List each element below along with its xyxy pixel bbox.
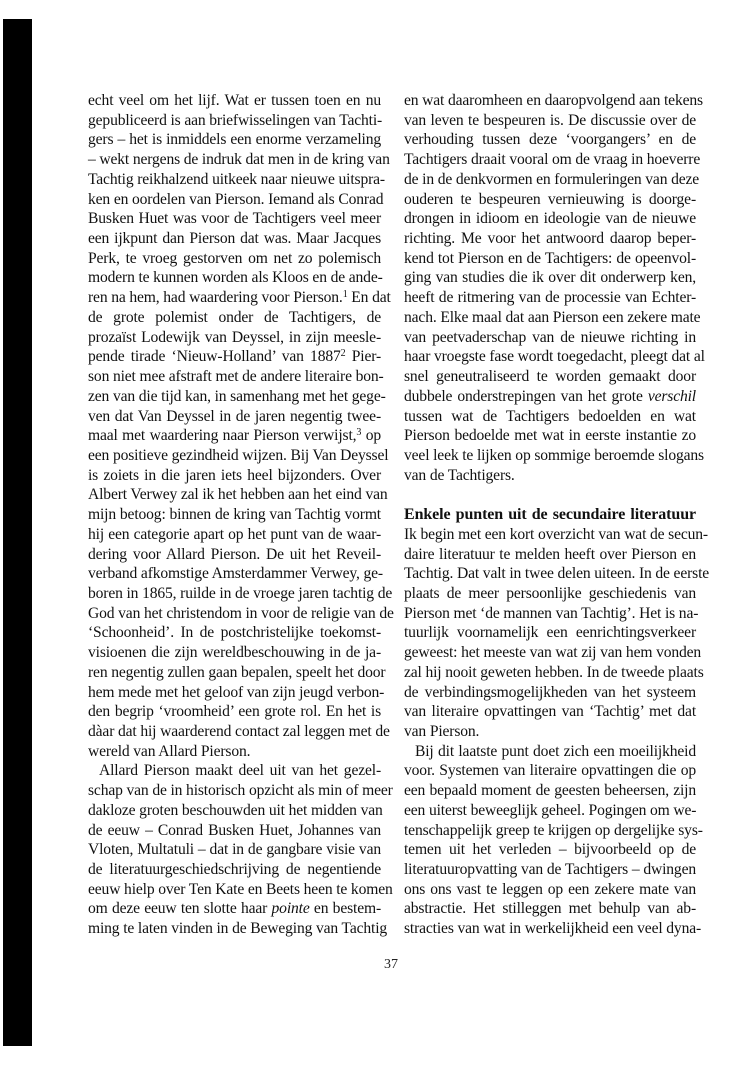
paragraph-final-line: van de Tachtigers. <box>404 466 515 484</box>
text-line: tenschappelijk greep te krijgen op dergelijke sys- <box>404 821 703 839</box>
text-line: Vloten, Multatuli – dat in de gangbare visie van <box>88 841 381 859</box>
text-span: ren na hem, had waardering voor Pierson. <box>88 289 343 307</box>
text-line: een bepaald moment de geesten beheersen, zijn <box>404 782 696 800</box>
text-line: stracties van wat in werkelijkheid een veel dyna- <box>404 920 702 938</box>
text-line: de eeuw – Conrad Busken Huet, Johannes van <box>88 821 381 839</box>
text-line: hem mede met het geloof van zijn jeugd verbon- <box>88 683 385 701</box>
text-line: abstractie. Het stilleggen met behulp van ab- <box>404 900 696 918</box>
text-line: snel geneutraliseerd te worden gemaakt door <box>404 368 696 386</box>
text-line: prozaïst Lodewijk van Deyssel, in zijn meesle- <box>88 328 381 346</box>
text-line: ren negentig zullen gaan bepalen, speelt het door <box>88 663 386 681</box>
text-line: visioenen die zijn wereldbeschouwing in de ja- <box>88 644 381 662</box>
page-number: 37 <box>384 957 398 972</box>
text-line: is zoiets in die jaren iets heel bijzonders. Over <box>88 466 381 484</box>
text-line: de verbindingsmogelijkheden van het systeem <box>404 683 696 701</box>
text-line: ouderen te bespeuren vernieuwing is doorge- <box>404 190 696 208</box>
text-span: en bestem- <box>309 900 381 918</box>
text-line: son niet mee afstraft met de andere literaire bon- <box>88 368 384 386</box>
text-line <box>88 288 391 308</box>
text-line: schap van de in historisch opzicht als min of meer <box>88 782 393 800</box>
text-line: modern te kunnen worden als Kloos en de ande- <box>88 269 383 287</box>
text-line: Tachtig. Dat valt in twee delen uiteen. In de eerste <box>404 565 710 583</box>
text-line: Ik begin met een kort overzicht van wat de secun- <box>404 525 708 543</box>
italic-term: pointe <box>271 900 310 918</box>
text-line <box>88 899 381 919</box>
left-column <box>88 91 394 939</box>
text-line <box>88 426 381 446</box>
footnote-ref-1[interactable]: 1 <box>342 289 348 301</box>
text-line: – wekt nergens de indruk dat men in de kring van <box>88 151 390 169</box>
text-line: de in de denkvormen en formuleringen van deze <box>404 170 700 188</box>
text-span: En dat <box>347 289 391 307</box>
text-span: op <box>361 427 381 445</box>
text-line: zal hij nooit geweten hebben. In de tweede plaats <box>404 663 704 681</box>
text-span: om deze eeuw ten slotte haar <box>88 900 272 918</box>
text-line: verband afkomstige Amsterdammer Verwey, ge- <box>88 565 383 583</box>
text-line: Pierson bedoelde met wat in eerste instantie zo <box>404 427 696 445</box>
text-line: literatuuropvatting van de Tachtigers – dwingen <box>404 861 696 879</box>
text-line: van leven te bespeuren is. De discussie over de <box>404 111 696 129</box>
text-span: Pier- <box>345 348 381 366</box>
section-spacer <box>404 485 696 505</box>
paragraph-final-line: van Pierson. <box>404 723 480 740</box>
section-heading: Enkele punten uit de secundaire literatuur <box>404 506 696 524</box>
text-line: drongen in idioom en ideologie van de nieuwe <box>404 210 696 228</box>
text-line: Albert Verwey zal ik het hebben aan het eind van <box>88 486 388 504</box>
text-line <box>404 387 696 407</box>
text-line: dàar dat hij waarderend contact zal leggen met de <box>88 723 390 740</box>
text-line: plaats de meer persoonlijke geschiedenis van <box>404 584 696 602</box>
paragraph-final-line: wereld van Allard Pierson. <box>88 742 251 760</box>
text-line: en wat daaromheen en daaropvolgend aan tekens <box>404 92 703 109</box>
paragraph-first-line: Allard Pierson maakt deel uit van het gezel- <box>99 762 381 780</box>
text-line: Perk, te vroeg gestorven om net zo polemisch <box>88 249 381 267</box>
text-line <box>88 347 381 367</box>
text-line: ven dat Van Deyssel in de jaren negentig twee- <box>88 407 381 425</box>
text-line: boren in 1865, ruilde in de vroege jaren tachtig de <box>88 584 393 602</box>
text-line: ons ons vast te leggen op een zekere mate van <box>404 880 696 898</box>
text-line: haar vroegste fase wordt toegedacht, pleegt dat al <box>404 348 705 366</box>
text-line: hij een categorie apart op het punt van de waar- <box>88 525 381 543</box>
text-line: geweest: het meeste van wat zij van hem vonden <box>404 644 702 662</box>
text-line: van literaire opvattingen van ‘Tachtig’ met dat <box>404 703 696 721</box>
text-line: richting. Me voor het antwoord daarop beper- <box>404 230 696 248</box>
text-line: daire literatuur te melden heeft over Pierson en <box>404 545 696 563</box>
text-line: den begrip ‘vroomheid’ een grote rol. En het is <box>88 703 381 721</box>
text-line: voor. Systemen van literaire opvattingen die op <box>404 762 696 780</box>
text-line: de grote polemist onder de Tachtigers, de <box>88 308 381 326</box>
text-line: eeuw hielp over Ten Kate en Beets heen te komen <box>88 880 393 898</box>
text-line: Tachtig reikhalzend uitkeek naar nieuwe uitspra- <box>88 170 385 188</box>
text-line: dering voor Allard Pierson. De uit het Reveil- <box>88 545 381 563</box>
text-line: God van het christendom in voor de religie van de <box>88 604 394 622</box>
footnote-ref-2[interactable]: 2 <box>340 348 346 360</box>
text-line: tuurlijk voornamelijk een eenrichtingsverkeer <box>404 624 696 642</box>
text-line: temen uit het verleden – bijvoorbeeld op de <box>404 841 696 859</box>
text-span: dubbele onderstrepingen van het grote <box>404 387 648 405</box>
text-line: heeft de ritmering van de processie van Echter- <box>404 289 696 307</box>
text-line: van peetvaderschap van de nieuwe richting in <box>404 328 696 346</box>
text-line: echt veel om het lijf. Wat er tussen toen en nu <box>88 92 381 109</box>
text-line: Busken Huet was voor de Tachtigers veel meer <box>88 210 381 228</box>
text-line: dakloze groten beschouwden uit het midden van <box>88 801 383 819</box>
text-line: verhouding tussen deze ‘voorgangers’ en de <box>404 131 696 149</box>
text-line: kend tot Pierson en de Tachtigers: de opeenvol- <box>404 249 696 267</box>
text-line: mijn betoog: binnen de kring van Tachtig vormt <box>88 506 381 524</box>
right-column <box>404 91 710 939</box>
text-line: een ijkpunt dan Pierson dat was. Maar Jacques <box>88 230 381 248</box>
text-line: ken en oordelen van Pierson. Iemand als Conrad <box>88 190 384 208</box>
text-line: gers – het is inmiddels een enorme verzameling <box>88 131 381 149</box>
footnote-ref-3[interactable]: 3 <box>356 427 362 439</box>
text-line: ming te laten vinden in de Beweging van Tachtig <box>88 920 388 938</box>
text-line: tussen wat de Tachtigers bedoelden en wat <box>404 407 696 425</box>
text-line: ging van studies die ik over dit onderwerp ken, <box>404 269 696 287</box>
text-span: pende tirade ‘Nieuw-Holland’ van 1887 <box>88 348 341 366</box>
text-line: zen van die tijd kan, in samenhang met het gege- <box>88 387 386 405</box>
text-line: de literatuurgeschiedschrijving de negentiende <box>88 861 381 879</box>
scan-binding-edge <box>3 19 32 1046</box>
text-line: Pierson met ‘de mannen van Tachtig’. Het is na- <box>404 604 699 622</box>
text-line: een positieve gezindheid wijzen. Bij Van Deyssel <box>88 446 389 464</box>
text-line: gepubliceerd is aan briefwisselingen van Tachti- <box>88 111 383 129</box>
paragraph-first-line: Bij dit laatste punt doet zich een moeilijkheid <box>415 742 696 760</box>
text-line: een uiterst beweeglijk geheel. Pogingen om we- <box>404 801 697 819</box>
text-line: nach. Elke maal dat aan Pierson een zekere mate <box>404 308 701 326</box>
italic-term: verschil <box>647 387 696 405</box>
text-line: veel leek te lijken op sommige beroemde slogans <box>404 446 704 464</box>
text-span: maal met waardering naar Pierson verwijst, <box>88 427 357 445</box>
text-line: Tachtigers draait vooral om de vraag in hoeverre <box>404 151 701 169</box>
text-line: ‘Schoonheid’. In de postchristelijke toekomst- <box>88 624 381 642</box>
